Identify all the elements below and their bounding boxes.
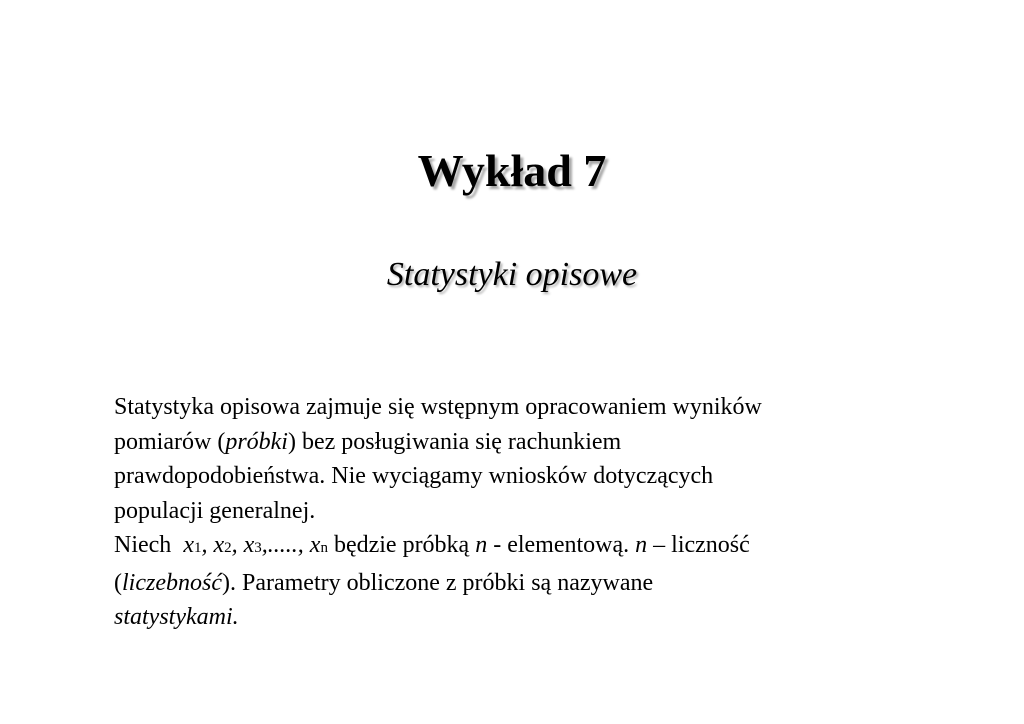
body-line-1: Statystyka opisowa zajmuje się wstępnym opracowaniem wyników xyxy=(114,394,762,420)
body-line-6-start: ( xyxy=(114,569,122,596)
sub-2: 2 xyxy=(224,540,232,556)
var-x1: x xyxy=(183,532,194,558)
sub-n: n xyxy=(320,540,328,556)
sub-1: 1 xyxy=(193,540,202,556)
var-x2: x xyxy=(213,532,225,558)
sub-3: 3 xyxy=(254,540,262,556)
var-xn: x xyxy=(309,532,321,558)
body-line-5-end: – liczność xyxy=(647,532,750,558)
body-line-6 xyxy=(114,566,974,601)
slide-subtitle: Statystyki opisowe xyxy=(386,256,638,293)
sep-1: , xyxy=(201,532,214,558)
body-line-4: populacji generalnej. xyxy=(114,497,316,524)
slide-title: Wykład 7 xyxy=(417,145,607,196)
dots: ,....., xyxy=(261,532,304,558)
sep-2: , xyxy=(231,532,244,558)
body-line-5 xyxy=(114,528,974,566)
var-n-1: n xyxy=(475,532,488,558)
term-liczebnosc: liczebność xyxy=(122,569,222,596)
term-statystykami: statystykami. xyxy=(114,604,239,630)
body-line-5-mid1: będzie próbką xyxy=(327,532,476,558)
var-x3: x xyxy=(243,532,255,558)
body-line-3: prawdopodobieństwa. Nie wyciągamy wniosków dotyczących xyxy=(114,463,714,489)
body-line-6-end: ). Parametry obliczone z próbki są nazywane xyxy=(221,569,654,596)
var-n-2: n xyxy=(635,532,648,558)
body-line-2-end: ) bez posługiwania się rachunkiem xyxy=(287,428,622,455)
body-line-2 xyxy=(114,425,974,460)
body-line-2-start: pomiarów ( xyxy=(114,428,226,455)
term-probki: próbki xyxy=(225,428,288,455)
body-text xyxy=(114,390,974,635)
body-line-5-start: Niech xyxy=(114,532,184,558)
body-line-5-mid2: - elementową. xyxy=(487,532,636,558)
